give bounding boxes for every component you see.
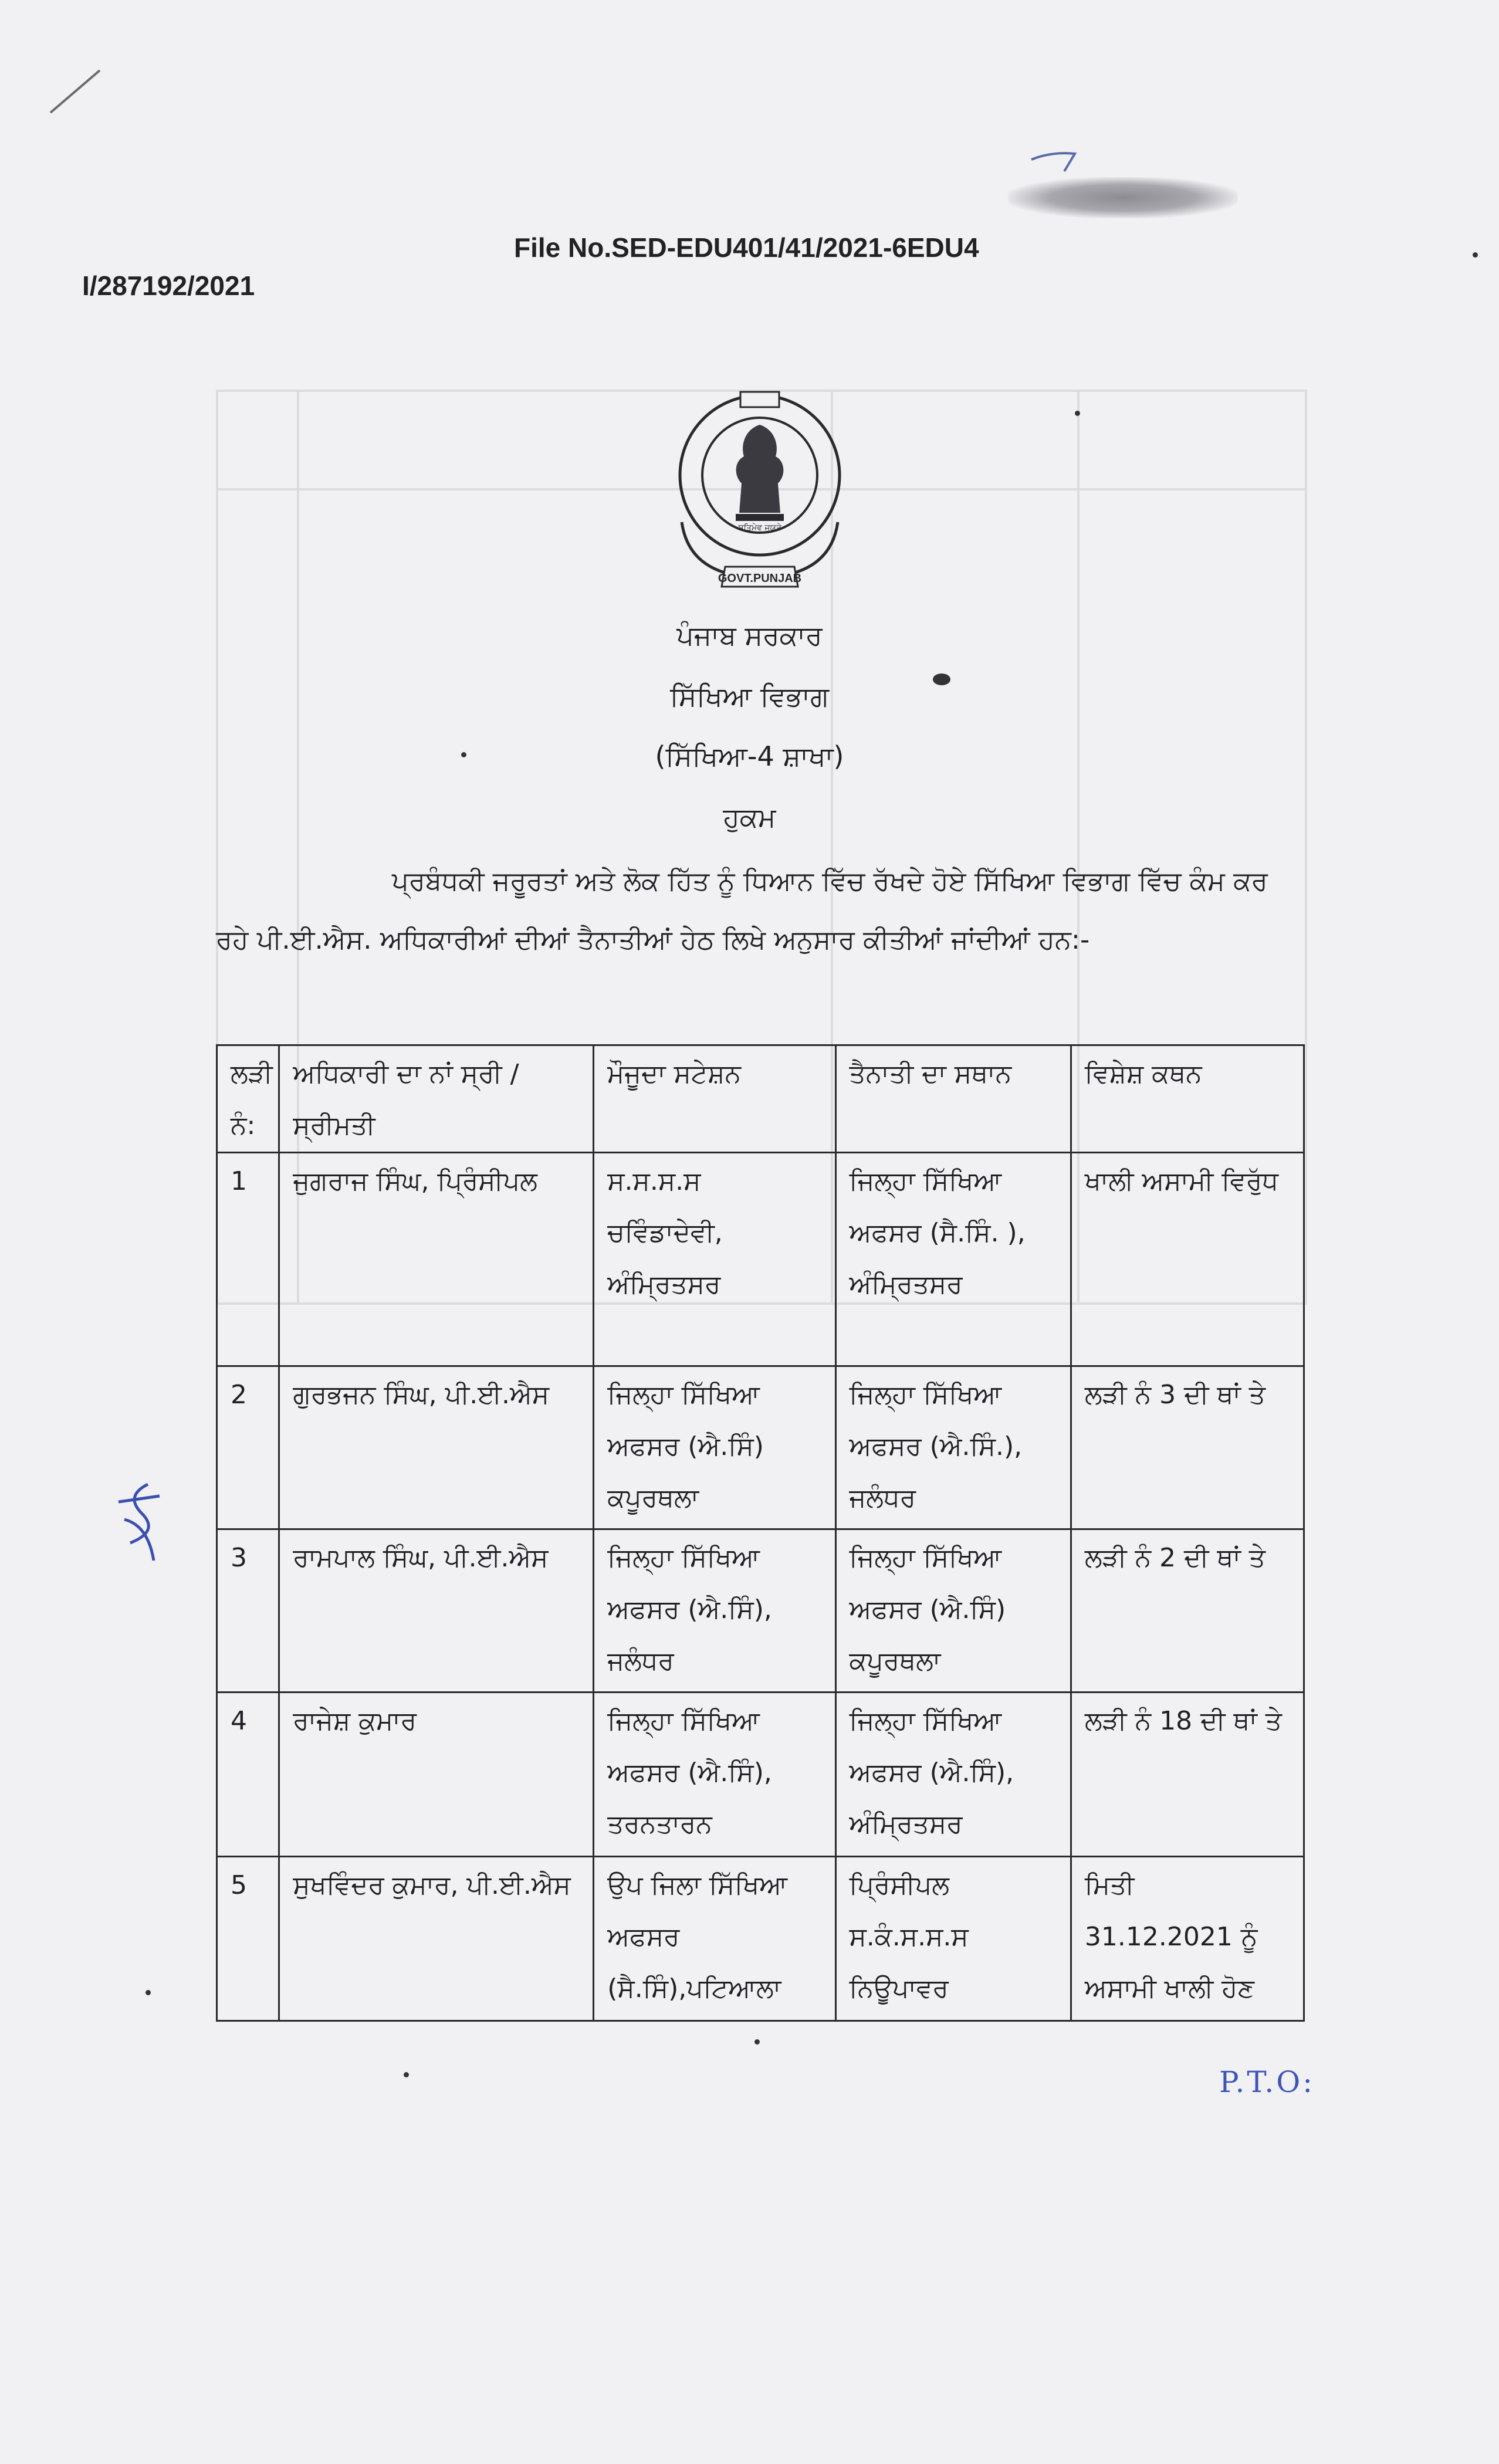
cell-officer-name: ਸੁਖਵਿੰਦਰ ਕੁਮਾਰ, ਪੀ.ਈ.ਐਸ xyxy=(279,1857,594,2021)
cell-posting-place: ਜਿਲ੍ਹਾ ਸਿੱਖਿਆ ਅਫਸਰ (ਐ.ਸਿੰ), ਅੰਮ੍ਰਿਤਸਰ xyxy=(835,1693,1071,1857)
cell-current-station: ਜਿਲ੍ਹਾ ਸਿੱਖਿਆ ਅਫਸਰ (ਐ.ਸਿੰ) ਕਪੂਰਥਲਾ xyxy=(594,1366,835,1529)
cell-remarks: ਲੜੀ ਨੰ 2 ਦੀ ਥਾਂ ਤੇ xyxy=(1071,1529,1304,1693)
table-row xyxy=(217,1693,1304,1857)
table-row xyxy=(217,1529,1304,1693)
cell-serial: 4 xyxy=(217,1693,279,1857)
govt-emblem-seal xyxy=(670,387,850,600)
cell-serial: 1 xyxy=(217,1153,279,1366)
table-header-row xyxy=(217,1045,1304,1153)
branch-name: (ਸਿੱਖਿਆ-4 ਸ਼ਾਖਾ) xyxy=(655,740,844,772)
diary-stamp-smudge xyxy=(1008,177,1238,218)
order-paragraph xyxy=(216,852,1307,969)
receipt-number: I/287192/2021 xyxy=(82,270,255,301)
department-name: ਸਿੱਖਿਆ ਵਿਭਾਗ xyxy=(669,681,830,712)
cell-posting-place: ਜਿਲ੍ਹਾ ਸਿੱਖਿਆ ਅਫਸਰ (ਐ.ਸਿੰ.), ਜਲੰਧਰ xyxy=(835,1366,1071,1529)
government-name: ਪੰਜਾਬ ਸਰਕਾਰ xyxy=(676,620,823,651)
cell-current-station: ਉਪ ਜਿਲਾ ਸਿੱਖਿਆ ਅਫਸਰ (ਸੈ.ਸਿੰ),ਪਟਿਆਲਾ xyxy=(594,1857,835,2021)
svg-text:ਸਤਿਮੇਵ ਜਯਤੇ: ਸਤਿਮੇਵ ਜਯਤੇ xyxy=(738,523,781,533)
scan-speck xyxy=(404,2072,409,2077)
header-posting-place: ਤੈਨਾਤੀ ਦਾ ਸਥਾਨ xyxy=(835,1045,1071,1153)
scan-speck xyxy=(1075,411,1080,416)
cell-remarks: ਮਿਤੀ 31.12.2021 ਨੂੰ ਅਸਾਮੀ ਖਾਲੀ ਹੋਣ xyxy=(1071,1857,1304,2021)
header-officer-name: ਅਧਿਕਾਰੀ ਦਾ ਨਾਂ ਸ੍ਰੀ / ਸ੍ਰੀਮਤੀ xyxy=(279,1045,594,1153)
cell-current-station: ਸ.ਸ.ਸ.ਸ ਚਵਿੰਡਾਦੇਵੀ, ਅੰਮ੍ਰਿਤਸਰ xyxy=(594,1153,835,1366)
cell-current-station: ਜਿਲ੍ਹਾ ਸਿੱਖਿਆ ਅਫਸਰ (ਐ.ਸਿੰ), ਜਲੰਧਰ xyxy=(594,1529,835,1693)
cell-posting-place: ਪ੍ਰਿੰਸੀਪਲ ਸ.ਕੰ.ਸ.ਸ.ਸ ਨਿਊਪਾਵਰ xyxy=(835,1857,1071,2021)
pen-stroke-mark xyxy=(46,66,104,119)
cell-posting-place: ਜਿਲ੍ਹਾ ਸਿੱਖਿਆ ਅਫਸਰ (ਐ.ਸਿੰ) ਕਪੂਰਥਲਾ xyxy=(835,1529,1071,1693)
scan-speck xyxy=(754,2039,760,2045)
cell-remarks: ਲੜੀ ਨੰ 3 ਦੀ ਥਾਂ ਤੇ xyxy=(1071,1366,1304,1529)
file-number: File No.SED-EDU401/41/2021-6EDU4 xyxy=(514,232,979,263)
scan-speck xyxy=(933,673,950,685)
order-title: ਹੁਕਮ xyxy=(723,801,776,833)
cell-officer-name: ਰਾਮਪਾਲ ਸਿੰਘ, ਪੀ.ਈ.ਐਸ xyxy=(279,1529,594,1693)
cell-serial: 5 xyxy=(217,1857,279,2021)
header-serial: ਲੜੀ ਨੰ: xyxy=(217,1045,279,1153)
cell-serial: 3 xyxy=(217,1529,279,1693)
emblem-caption: GOVT.PUNJAB xyxy=(718,572,802,585)
scan-speck xyxy=(145,1990,151,1995)
table-row xyxy=(217,1366,1304,1529)
cell-current-station: ਜਿਲ੍ਹਾ ਸਿੱਖਿਆ ਅਫਸਰ (ਐ.ਸਿੰ), ਤਰਨਤਾਰਨ xyxy=(594,1693,835,1857)
pen-tick-mark xyxy=(1028,148,1087,177)
scan-speck xyxy=(1473,252,1478,258)
table-row xyxy=(217,1153,1304,1366)
paragraph-text: ਪ੍ਰਬੰਧਕੀ ਜਰੂਰਤਾਂ ਅਤੇ ਲੋਕ ਹਿੱਤ ਨੂੰ ਧਿਆਨ ਵਿੱਚ ਰੱਖਦੇ ਹੋਏ ਸਿੱਖਿਆ ਵਿਭਾਗ ਵਿੱਚ ਕੰਮ ਕਰ ਰਹੇ ਪੀ.ਈ.ਐਸ. ਅਧਿਕਾਰੀਆਂ ਦੀਆਂ ਤੈਨਾਤੀਆਂ ਹੇਠ ਲਿਖੇ ਅਨੁਸਾਰ ਕੀਤੀਆਂ ਜਾਂਦੀਆਂ ਹਨ:- xyxy=(216,865,1268,955)
cell-officer-name: ਰਾਜੇਸ਼ ਕੁਮਾਰ xyxy=(279,1693,594,1857)
cell-remarks: ਖਾਲੀ ਅਸਾਮੀ ਵਿਰੁੱਧ xyxy=(1071,1153,1304,1366)
header-current-station: ਮੌਜੂਦਾ ਸਟੇਸ਼ਨ xyxy=(594,1045,835,1153)
cell-remarks: ਲੜੀ ਨੰ 18 ਦੀ ਥਾਂ ਤੇ xyxy=(1071,1693,1304,1857)
header-remarks: ਵਿਸ਼ੇਸ਼ ਕਥਨ xyxy=(1071,1045,1304,1153)
scan-speck xyxy=(461,752,466,757)
cell-officer-name: ਗੁਰਭਜਨ ਸਿੰਘ, ਪੀ.ਈ.ਐਸ xyxy=(279,1366,594,1529)
postings-table xyxy=(216,1044,1305,2022)
handwritten-initials xyxy=(107,1478,171,1572)
cell-officer-name: ਜੁਗਰਾਜ ਸਿੰਘ, ਪ੍ਰਿੰਸੀਪਲ xyxy=(279,1153,594,1366)
table-row xyxy=(217,1857,1304,2021)
pto-note: P.T.O: xyxy=(1219,2065,1315,2099)
cell-posting-place: ਜਿਲ੍ਹਾ ਸਿੱਖਿਆ ਅਫਸਰ (ਸੈ.ਸਿੰ. ), ਅੰਮ੍ਰਿਤਸਰ xyxy=(835,1153,1071,1366)
cell-serial: 2 xyxy=(217,1366,279,1529)
